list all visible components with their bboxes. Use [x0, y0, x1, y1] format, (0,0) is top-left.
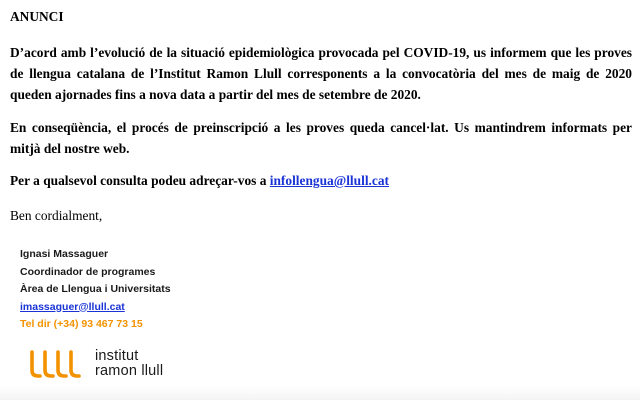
- closing-text: Ben cordialment,: [10, 208, 103, 223]
- logo-wordmark: [95, 349, 163, 379]
- paragraph-contact: [10, 170, 632, 191]
- paragraph-cancellation: En conseqüència, el procés de preinscripció a les proves queda cancel·lat. Us mantindrem informats per mitjà del nostre web.: [10, 120, 632, 156]
- llull-logo-mark-icon: [28, 348, 84, 380]
- signature-email-link[interactable]: imassaguer@llull.cat: [20, 300, 125, 313]
- paragraph-postponement: D’acord amb l’evolució de la situació epidemiològica provocada pel COVID-19, us informem que les proves de llengua catalana de l’Institut Ramon Llull corresponents a la convocatòria del mes de maig de 2020 queden ajornades fins a nova data a partir del mes de setembre de 2020.: [10, 45, 632, 102]
- signature-name: Ignasi Massaguer: [20, 248, 109, 260]
- institut-ramon-llull-logo: [28, 348, 163, 380]
- signature-phone: Tel dir (+34) 93 467 73 15: [20, 318, 143, 330]
- signature-role: Coordinador de programes: [20, 265, 156, 278]
- signature-department: Àrea de Llengua i Universitats: [20, 283, 171, 295]
- bottom-edge-shadow: [0, 386, 640, 400]
- logo-line-ramon-llull: ramon llull: [95, 363, 164, 379]
- signature-block: [20, 246, 171, 334]
- contact-email-link[interactable]: infollengua@llull.cat: [269, 173, 389, 188]
- contact-text: Per a qualsevol consulta podeu adreçar-vos a: [10, 173, 270, 188]
- logo-line-institut: institut: [95, 348, 139, 364]
- announcement-heading: ANUNCI: [10, 9, 64, 24]
